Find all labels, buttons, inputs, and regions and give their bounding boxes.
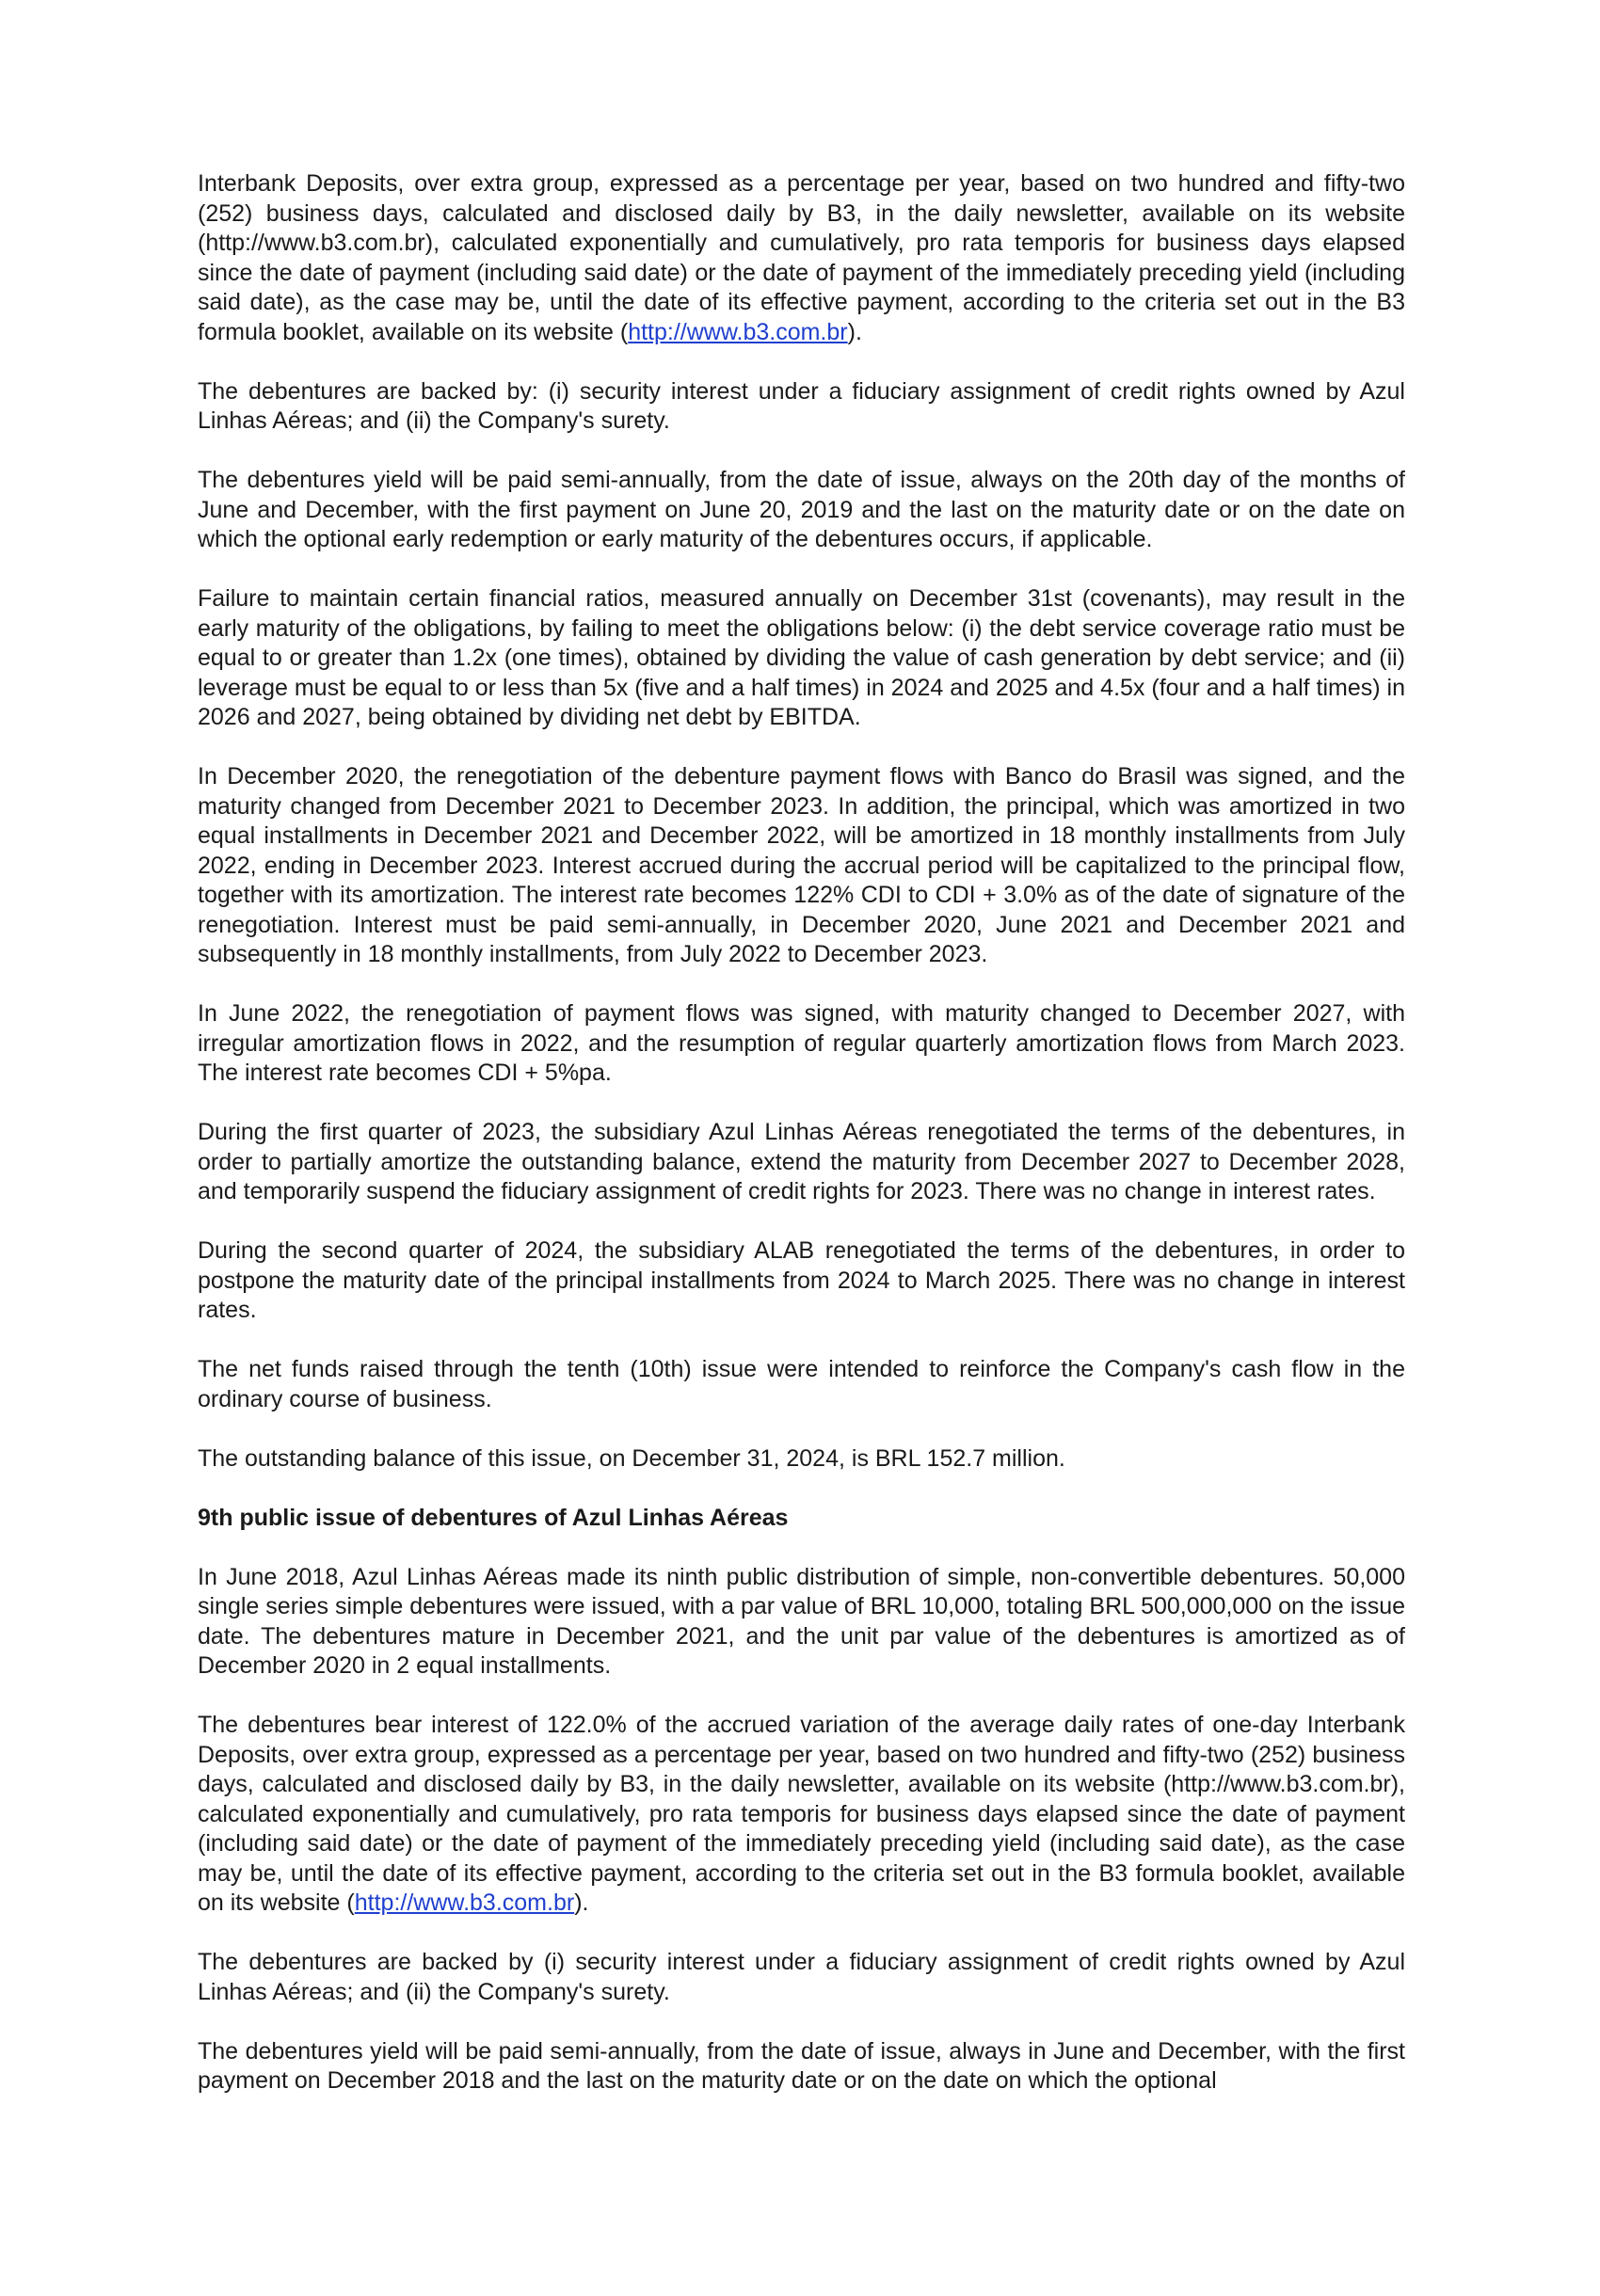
paragraph-funds-purpose: The net funds raised through the tenth (10th) issue were intended to reinforce the Company's cash flow in the ordinary course of business. <box>198 1356 1405 1412</box>
b3-website-link[interactable]: http://www.b3.com.br <box>628 318 848 345</box>
paragraph-ninth-guarantees: The debentures are backed by (i) security interest under a fiduciary assignment of credit rights owned by Azul Linhas Aéreas; and (ii) the Company's surety. <box>198 1949 1405 2005</box>
paragraph-renegotiation-2022: In June 2022, the renegotiation of payment flows was signed, with maturity changed to December 2027, with irregular amortization flows in 2022, and the resumption of regular quarterly amortization flows from March 2023. The interest rate becomes CDI + 5%pa. <box>198 1000 1405 1086</box>
paragraph-interest-criteria <box>198 169 1405 347</box>
paragraph-covenants: Failure to maintain certain financial ratios, measured annually on December 31st (covenants), may result in the early maturity of the obligations, by failing to meet the obligations below: (i) the debt service coverage ratio must be equal to or greater than 1.2x (one times), obtained by dividing the value of cash generation by debt service; and (ii) leverage must be equal to or less than 5x (five and a half times) in 2024 and 2025 and 4.5x (four and a half times) in 2026 and 2027, being obtained by dividing net debt by EBITDA. <box>198 585 1405 730</box>
document-page <box>198 169 1405 2126</box>
paragraph-ninth-interest <box>198 1711 1405 1919</box>
paragraph-text: Interbank Deposits, over extra group, expressed as a percentage per year, based on two hundred and fifty-two (252) business days, calculated and disclosed daily by B3, in the daily newsletter, available on its website (http://www.b3.com.br), calculated exponentially and cumulatively, pro rata temporis for business days elapsed since the date of payment (including said date) or the date of payment of the immediately preceding yield (including said date), as the case may be, until the date of its effective payment, according to the criteria set out in the B3 formula booklet, available on its website ( <box>198 170 1405 345</box>
paragraph-renegotiation-2020: In December 2020, the renegotiation of the debenture payment flows with Banco do Brasil was signed, and the maturity changed from December 2021 to December 2023. In addition, the principal, which was amortized in two equal installments in December 2021 and December 2022, will be amortized in 18 monthly installments from July 2022, ending in December 2023. Interest accrued during the accrual period will be capitalized to the principal flow, together with its amortization. The interest rate becomes 122% CDI to CDI + 3.0% as of the date of signature of the renegotiation. Interest must be paid semi-annually, in December 2020, June 2021 and December 2021 and subsequently in 18 monthly installments, from July 2022 to December 2023. <box>198 763 1405 967</box>
paragraph-outstanding-balance: The outstanding balance of this issue, on December 31, 2024, is BRL 152.7 million. <box>198 1444 1065 1472</box>
b3-website-link[interactable]: http://www.b3.com.br <box>354 1889 575 1916</box>
paragraph-yield-payment: The debentures yield will be paid semi-annually, from the date of issue, always on the 20th day of the months of June and December, with the first payment on June 20, 2019 and the last on the maturity date or on the date on which the optional early redemption or early maturity of the debentures occurs, if applicable. <box>198 467 1405 552</box>
paragraph-renegotiation-2024: During the second quarter of 2024, the subsidiary ALAB renegotiated the terms of the debentures, in order to postpone the maturity date of the principal installments from 2024 to March 2025. There was no change in interest rates. <box>198 1237 1405 1323</box>
paragraph-text: The debentures bear interest of 122.0% of the accrued variation of the average daily rates of one-day Interbank Deposits, over extra group, expressed as a percentage per year, based on two hundred and fifty-two (252) business days, calculated and disclosed daily by B3, in the daily newsletter, available on its website (http://www.b3.com.br), calculated exponentially and cumulatively, pro rata temporis for business days elapsed since the date of payment (including said date) or the date of payment of the immediately preceding yield (including said date), as the case may be, until the date of its effective payment, according to the criteria set out in the B3 formula booklet, available on its website ( <box>198 1712 1405 1916</box>
section-heading: 9th public issue of debentures of Azul Linhas Aéreas <box>198 1504 789 1531</box>
paragraph-text-end: ). <box>574 1889 589 1916</box>
paragraph-renegotiation-2023: During the first quarter of 2023, the subsidiary Azul Linhas Aéreas renegotiated the terms of the debentures, in order to partially amortize the outstanding balance, extend the maturity from December 2027 to December 2028, and temporarily suspend the fiduciary assignment of credit rights for 2023. There was no change in interest rates. <box>198 1119 1405 1204</box>
paragraph-guarantees: The debentures are backed by: (i) security interest under a fiduciary assignment of credit rights owned by Azul Linhas Aéreas; and (ii) the Company's surety. <box>198 377 1405 434</box>
paragraph-text-end: ). <box>847 318 862 345</box>
paragraph-ninth-yield: The debentures yield will be paid semi-annually, from the date of issue, always in June and December, with the first payment on December 2018 and the last on the maturity date or on the date on which the optional <box>198 2037 1405 2094</box>
paragraph-ninth-issue: In June 2018, Azul Linhas Aéreas made its ninth public distribution of simple, non-convertible debentures. 50,000 single series simple debentures were issued, with a par value of BRL 10,000, totaling BRL 500,000,000 on the issue date. The debentures mature in December 2021, and the unit par value of the debentures is amortized as of December 2020 in 2 equal installments. <box>198 1563 1405 1679</box>
